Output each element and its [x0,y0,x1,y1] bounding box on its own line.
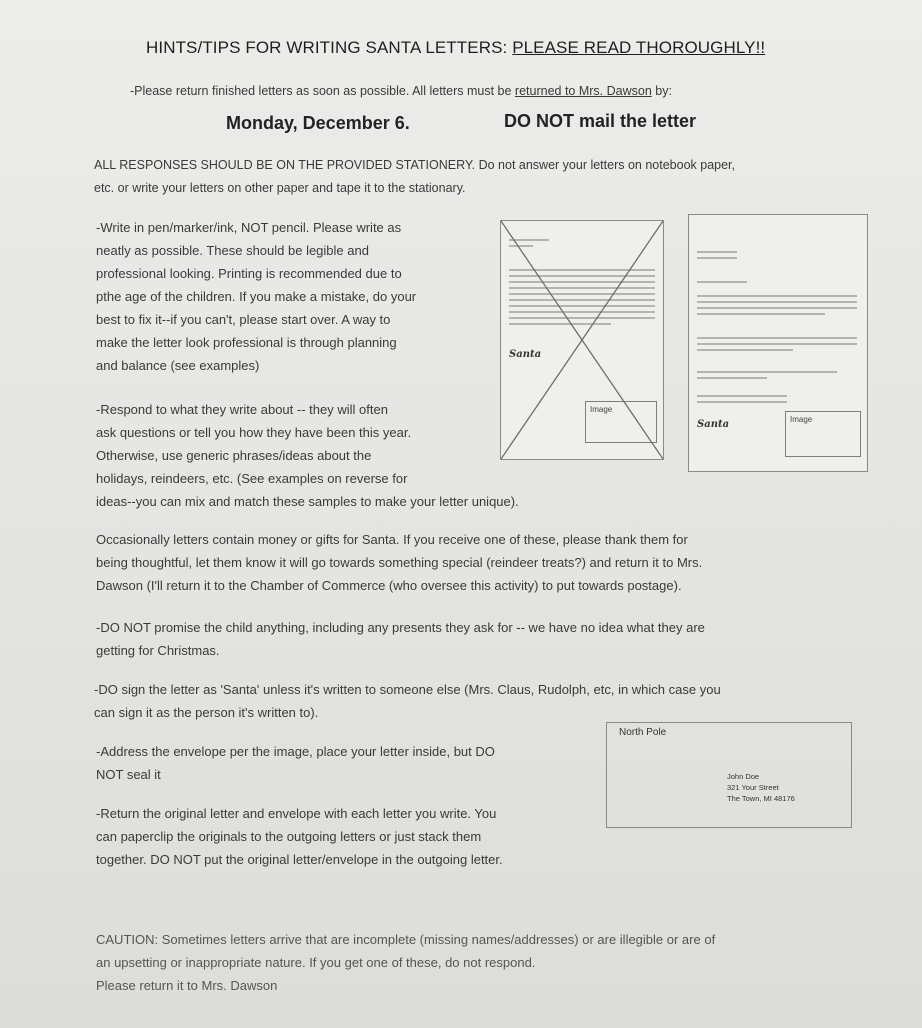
promise-tip-paragraph: -DO NOT promise the child anything, including any presents they ask for -- we have no idea what they are getting for Christmas. [96,620,705,658]
title-emphasis: PLEASE READ THOROUGHLY!! [512,38,766,57]
envelope-recipient-address: John Doe 321 Your Street The Town, MI 48176 [727,772,795,803]
sign-tip-paragraph: -DO sign the letter as 'Santa' unless it's written to someone else (Mrs. Claus, Rudolph, etc, in which case you can sign it as the person it's written to). [94,682,721,720]
address-tip-paragraph: -Address the envelope per the image, place your letter inside, but DO NOT seal it [96,744,495,782]
image-placeholder: Image [585,401,657,443]
letter-body-lines-2 [697,333,857,355]
greeting-line [697,277,747,287]
pen-tip-paragraph: -Write in pen/marker/ink, NOT pencil. Please write as neatly as possible. These should be legible and professional looking. Printing is recommended due to pthe age of the children. If you make a mistake, do your best to fix it--if you can't, please start over. A way to make the letter look professional is through planning and balance (see examples) [96,220,417,373]
stationery-paragraph: ALL RESPONSES SHOULD BE ON THE PROVIDED STATIONERY. Do not answer your letters on notebook paper, etc. or write your letters on other paper and tape it to the stationary. [94,158,736,195]
do-not-mail-warning: DO NOT mail the letter [504,111,697,131]
cross-out-mark [501,221,663,459]
santa-signature: Santa [509,349,542,360]
return-instruction: -Please return finished letters as soon as possible. All letters must be returned to Mrs. Dawson by: [130,84,672,98]
letter-body-lines [697,291,857,319]
letter-lines [697,247,737,263]
caution-paragraph: CAUTION: Sometimes letters arrive that are incomplete (missing names/addresses) or are illegible or are of an upsetting or inappropriate nature. If you get one of these, do not respond. Please return it to Mrs. Dawson [96,932,716,993]
image-placeholder: Image [785,411,861,457]
envelope-example [606,722,852,828]
return-recipient: returned to Mrs. Dawson [514,84,652,98]
title-main: HINTS/TIPS FOR WRITING SANTA LETTERS: [146,38,513,57]
good-letter-example [688,214,868,472]
santa-signature: Santa [697,419,730,430]
original-tip-paragraph: -Return the original letter and envelope with each letter you write. You can paperclip the originals to the outgoing letters or just stack them together. DO NOT put the original letter/envelope in the outgoing letter. [96,806,503,867]
letter-body-lines-3 [697,367,837,383]
respond-tip-paragraph: -Respond to what they write about -- they will often ask questions or tell you how they have been this year. Otherwise, use generic phrases/ideas about the holidays, reindeers, etc. (See examples on reverse for ideas--you can mix and match these samples to make your letter unique). [96,402,519,509]
deadline-date: Monday, December 6. [226,113,410,133]
page-title [146,38,765,58]
money-tip-paragraph: Occasionally letters contain money or gifts for Santa. If you receive one of these, please thank them for being thoughtful, let them know it will go towards something special (reindeer treats?) and return it to Mrs. Dawson (I'll return it to the Chamber of Commerce (who oversee this activity) to put towards postage). [96,532,703,593]
closing-lines [697,391,787,407]
envelope-return-address: North Pole [619,727,667,738]
bad-letter-example [500,220,664,460]
